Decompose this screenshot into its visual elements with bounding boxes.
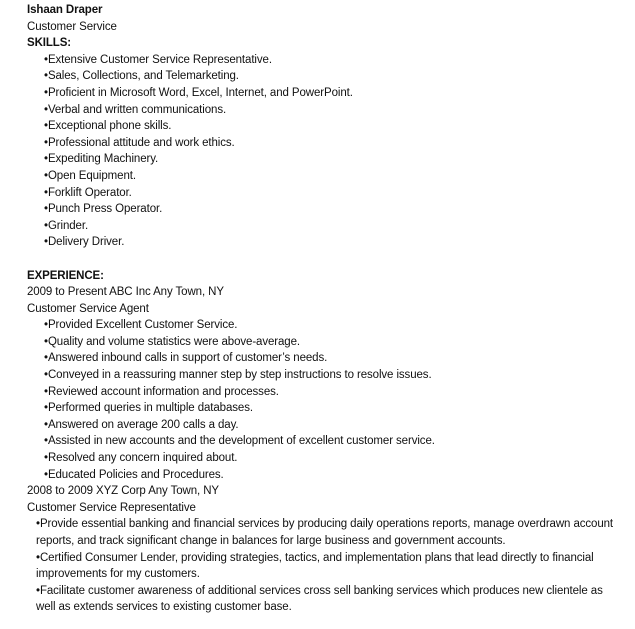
job-bullet-text: Performed queries in multiple databases.	[47, 402, 253, 415]
bullet-icon: •	[44, 385, 48, 398]
bullet-icon: •	[44, 418, 48, 431]
job-bullet-text: Provide essential banking and financial services by producing daily operations reports, manage overdrawn account reports, and track significant change in balances for large business and government accounts.	[36, 518, 614, 547]
bullet-icon: •	[44, 435, 48, 448]
job-bullet-text: Facilitate customer awareness of additional services cross sell banking services which produces new clientele as well as extends services to existing customer base.	[36, 584, 603, 614]
skill-item	[27, 234, 635, 251]
bullet-icon: •	[44, 219, 48, 232]
bullet-icon: •	[44, 319, 48, 332]
skill-item	[27, 151, 635, 168]
job-bullet-item	[27, 350, 635, 367]
job-bullet-item	[27, 450, 635, 467]
job-role: Customer Service Agent	[27, 302, 149, 315]
bullet-icon: •	[36, 551, 40, 564]
job-bullet-text: Reviewed account information and processes.	[47, 385, 279, 398]
bullet-icon: •	[44, 402, 48, 415]
skill-item-text: Sales, Collections, and Telemarketing.	[47, 70, 239, 83]
job-period: 2008 to 2009 XYZ Corp Any Town, NY	[27, 485, 220, 498]
skill-item	[27, 118, 635, 135]
skill-item-text: Extensive Customer Service Representative.	[47, 53, 272, 66]
job-bullet-text: Answered inbound calls in support of customer’s needs.	[47, 352, 328, 365]
bullet-icon: •	[44, 53, 48, 66]
bullet-icon: •	[44, 468, 48, 481]
skill-item-text: Grinder.	[47, 219, 89, 232]
skill-item-text: Verbal and written communications.	[47, 103, 227, 116]
job-role: Customer Service Representative	[27, 501, 196, 514]
bullet-icon: •	[44, 236, 48, 249]
job-bullet-item	[27, 384, 635, 401]
skill-item-text: Expediting Machinery.	[47, 153, 159, 166]
skill-item-text: Delivery Driver.	[47, 236, 125, 249]
bullet-icon: •	[44, 335, 48, 348]
skill-item	[27, 102, 635, 119]
skill-item	[27, 52, 635, 69]
job-bullet-text: Provided Excellent Customer Service.	[47, 319, 238, 332]
skill-item-text: Punch Press Operator.	[47, 203, 163, 216]
bullet-icon: •	[44, 86, 48, 99]
job-bullet-item	[27, 583, 622, 616]
experience-heading: EXPERIENCE:	[27, 269, 104, 282]
job-bullet-item	[27, 334, 635, 351]
skill-item-text: Exceptional phone skills.	[47, 120, 172, 133]
skills-heading: SKILLS:	[27, 37, 72, 50]
bullet-icon: •	[44, 103, 48, 116]
job-bullet-item	[27, 467, 635, 484]
skill-item-text: Open Equipment.	[47, 169, 136, 182]
skill-item	[27, 68, 635, 85]
resume-title: Customer Service	[27, 20, 117, 33]
bullet-icon: •	[44, 153, 48, 166]
job-bullet-text: Conveyed in a reassuring manner step by step instructions to resolve issues.	[47, 369, 432, 382]
job-bullet-text: Answered on average 200 calls a day.	[47, 418, 239, 431]
job-bullet-item	[27, 317, 635, 334]
skill-item	[27, 201, 635, 218]
bullet-icon: •	[44, 352, 48, 365]
job-bullet-item	[27, 367, 635, 384]
skill-item-text: Forklift Operator.	[47, 186, 132, 199]
job-bullet-text: Quality and volume statistics were above-average.	[47, 335, 300, 348]
bullet-icon: •	[44, 169, 48, 182]
job-bullet-text: Resolved any concern inquired about.	[47, 452, 238, 465]
skill-item	[27, 168, 635, 185]
skill-item	[27, 185, 635, 202]
bullet-icon: •	[36, 584, 40, 597]
skill-item	[27, 218, 635, 235]
job-period: 2009 to Present ABC Inc Any Town, NY	[27, 286, 224, 299]
bullet-icon: •	[44, 369, 48, 382]
job-bullet-item	[27, 516, 622, 549]
skill-item-text: Professional attitude and work ethics.	[47, 136, 235, 149]
bullet-icon: •	[44, 203, 48, 216]
bullet-icon: •	[36, 518, 40, 531]
bullet-icon: •	[44, 452, 48, 465]
bullet-icon: •	[44, 70, 48, 83]
resume-name: Ishaan Draper	[27, 4, 103, 16]
job-bullet-item	[27, 417, 635, 434]
job-bullet-item	[27, 550, 622, 583]
skill-item-text: Proficient in Microsoft Word, Excel, Internet, and PowerPoint.	[47, 86, 353, 99]
skill-item	[27, 135, 635, 152]
job-bullet-text: Educated Policies and Procedures.	[47, 468, 224, 481]
bullet-icon: •	[44, 186, 48, 199]
job-bullet-item	[27, 400, 635, 417]
section-gap	[27, 251, 635, 268]
skill-item	[27, 85, 635, 102]
bullet-icon: •	[44, 136, 48, 149]
job-bullet-text: Certified Consumer Lender, providing strategies, tactics, and implementation plans that lead directly to financial improvements for my customers.	[36, 551, 594, 581]
job-bullet-text: Assisted in new accounts and the development of excellent customer service.	[47, 435, 435, 448]
bullet-icon: •	[44, 120, 48, 133]
job-bullet-item	[27, 433, 635, 450]
